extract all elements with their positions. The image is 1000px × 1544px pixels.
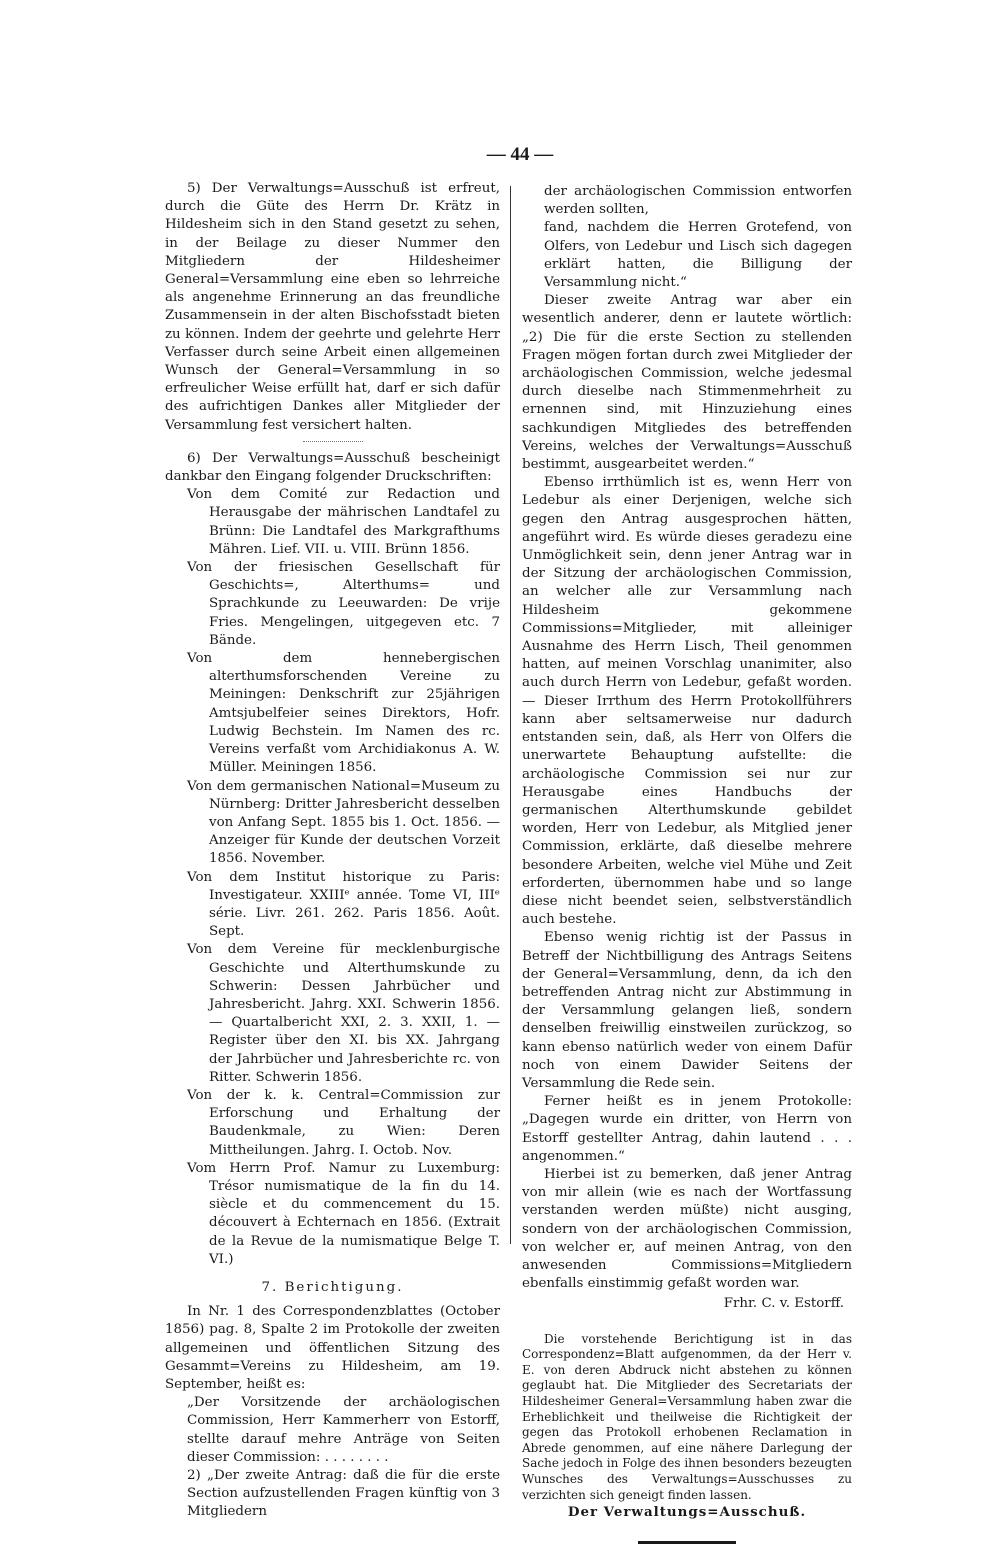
quote: 2) „Der zweite Antrag: daß die für die erste Section aufzustellenden Fragen künftig von 3 Mitgliedern xyxy=(187,1468,500,1520)
quote-continuation: der archäologischen Commission entworfen werden sollten, xyxy=(544,184,852,218)
quote-continuation: fand, nachdem die Herren Grotefend, von Olfers, von Ledebur und Lisch sich dagegen erklärt hatten, die Billigung der Versammlung nicht.“ xyxy=(544,220,852,291)
paragraph: Hierbei ist zu bemerken, daß jener Antrag von mir allein (wie es nach der Wortfassung verstanden werden müßte) nicht ausging, sondern von der archäologischen Commission, von welcher er, auf meinen Antrag, von den anwesenden Commissions=Mitgliedern ebenfalls einstimmig gefaßt worden war. xyxy=(522,1166,852,1292)
page-number: — 44 — xyxy=(486,144,554,165)
signature: Frhr. C. v. Estorff. xyxy=(723,1296,844,1312)
right-column xyxy=(522,183,852,1544)
paragraph-6: 6) Der Verwaltungs=Ausschuß bescheinigt dankbar den Eingang folgender Druckschriften: xyxy=(165,450,500,485)
section-heading: 7. Berichtigung. xyxy=(261,1279,404,1295)
quote: „Der Vorsitzende der archäologischen Commission, Herr Kammerherr von Estorff, stellte darauf mehre Anträge von Seiten dieser Commission: . . . . . . . . xyxy=(187,1395,500,1465)
list-item: Von dem Vereine für mecklenburgische Geschichte und Alterthumskunde zu Schwerin: Dessen Jahrbücher und Jahresbericht. Jahrg. XXI. Schwerin 1856. — Quartalbericht XXI, 2. 3. XXII, 1. — Register über den XI. bis XX. Jahrgang der Jahrbücher und Jahresberichte rc. von Ritter. Schwerin 1856. xyxy=(187,942,500,1085)
paragraph: Dieser zweite Antrag war aber ein wesentlich anderer, denn er lautete wörtlich: „2) Die für die erste Section zu stellenden Fragen mögen fortan durch zwei Mitglieder der archäologischen Commission, welche jedesmal durch dieselbe nach Stimmenmehrheit zu ernennen sind, mit Hinzuziehung eines sachkundigen Mitgliedes des betreffenden Vereins, welches der Verwaltungs=Ausschuß bestimmt, ausgearbeitet werden.“ xyxy=(522,293,852,473)
list-item: Vom Herrn Prof. Namur zu Luxemburg: Trésor numismatique de la fin du 14. siècle et du commencement du 15. découvert à Echternach en 1856. (Extrait de la Revue de la numismatique Belge T. VI.) xyxy=(187,1160,500,1267)
paragraph-5: 5) Der Verwaltungs=Ausschuß ist erfreut, durch die Güte des Herrn Dr. Krätz in Hildesheim sich in den Stand gesetzt zu sehen, in der Beilage zu dieser Nummer den Mitgliedern der Hildesheimer General=Versammlung eine eben so lehrreiche als angenehme Erinnerung an das freundliche Zusammensein in der alten Bischofsstadt bieten zu können. Indem der geehrte und gelehrte Herr Verfasser durch seine Arbeit einen allgemeinen Wunsch der General=Versammlung in so erfreulicher Weise erfüllt hat, darf er sich dafür des aufrichtigen Dankes aller Mitglieder der Versammlung fest versichert halten. xyxy=(165,181,500,433)
column-divider xyxy=(510,186,511,1244)
paragraph: Ebenso wenig richtig ist der Passus in Betreff der Nichtbilligung des Antrags Seitens der General=Versammlung, denn, da ich den betreffenden Antrag nicht zur Abstimmung in der Versammlung gelangen ließ, sondern denselben freiwillig einstweilen zurückzog, so kann ebenso natürlich weder von einem Dafür noch von einem Dawider Seitens der Versammlung die Rede sein. xyxy=(522,930,852,1091)
paragraph-7: In Nr. 1 des Correspondenzblattes (October 1856) pag. 8, Spalte 2 im Protokolle der zweiten allgemeinen und öffentlichen Sitzung des Gesammt=Vereins zu Hildesheim, am 19. September, heißt es: xyxy=(165,1304,500,1392)
editorial-note: Die vorstehende Berichtigung ist in das Correspondenz=Blatt aufgenommen, da der Herr v. E. von deren Abdruck nicht abstehen zu können geglaubt hat. Die Mitglieder des Secretariats der Hildesheimer General=Versammlung haben zwar die Erheblichkeit und theilweise die Richtigkeit der gegen das Protokoll erhobenen Reclamation in Abrede genommen, auf eine nähere Darlegung der Sache jedoch in Folge des ihnen besonders bezeugten Wunsches des Verwaltungs=Ausschusses zu verzichten sich geneigt finden lassen. xyxy=(522,1331,852,1502)
paragraph: Ferner heißt es in jenem Protokolle: „Dagegen wurde ein dritter, von Herrn von Estorff gestellter Antrag, dahin lautend . . . angenommen.“ xyxy=(522,1094,852,1164)
list-item: Von der friesischen Gesellschaft für Geschichts=, Alterthums= und Sprachkunde zu Leeuwarden: De vrije Fries. Mengelingen, uitgegeven etc. 7 Bände. xyxy=(187,560,500,648)
list-item: Von der k. k. Central=Commission zur Erforschung und Erhaltung der Baudenkmale, zu Wien: Deren Mittheilungen. Jahrg. I. Octob. Nov. xyxy=(187,1087,500,1158)
list-item: Von dem Institut historique zu Paris: Investigateur. XXIIIᵉ année. Tome VI, IIIᵉ série. Livr. 261. 262. Paris 1856. Août. Sept. xyxy=(187,869,500,940)
list-item: Von dem Comité zur Redaction und Herausgabe der mährischen Landtafel zu Brünn: Die Landtafel des Markgrafthums Mähren. Lief. VII. u. VIII. Brünn 1856. xyxy=(187,487,500,557)
list-item: Von dem hennebergischen alterthumsforschenden Vereine zu Meiningen: Denkschrift zur 25jährigen Amtsjubelfeier seines Direktors, Hofr. Ludwig Bechstein. Im Namen des rc. Vereins verfaßt vom Archidiakonus A. W. Müller. Meiningen 1856. xyxy=(187,651,500,776)
paragraph: Ebenso irrthümlich ist es, wenn Herr von Ledebur als einer Derjenigen, welche sich gegen den Antrag ausgesprochen hätten, angeführt wird. Es würde dieses geradezu eine Unmöglichkeit sein, denn jener Antrag war in der Sitzung der archäologischen Commission, an welcher alle zur Versammlung nach Hildesheim gekommene Commissions=Mitglieder, mit alleiniger Ausnahme des Herrn Lisch, Theil genommen hatten, auf meinen Vorschlag unanimiter, also auch durch Herrn von Ledebur, gefaßt worden. — Dieser Irrthum des Herrn Protokollführers kann aber seltsamerweise nur dadurch entstanden sein, daß, als Herr von Olfers die unerwartete Behauptung aufstellte: die archäologische Commission sei nur zur Herausgabe eines Handbuchs der germanischen Alterthumskunde gebildet worden, Herr von Ledebur, als Mitglied jener Commission, erklärte, daß dieselbe mehrere besondere Arbeiten, welche viel Mühe und Zeit erforderten, übernommen habe und so lange diese nicht beendet seien, selbstverständlich auch bestehe. xyxy=(522,475,852,928)
left-column xyxy=(165,180,500,1522)
separator xyxy=(303,441,363,442)
note-signature: Der Verwaltungs=Ausschuß. xyxy=(567,1504,807,1521)
list-item: Von dem germanischen National=Museum zu Nürnberg: Dritter Jahresbericht desselben von Anfang Sept. 1855 bis 1. Oct. 1856. — Anzeiger für Kunde der deutschen Vorzeit 1856. November. xyxy=(187,778,500,867)
